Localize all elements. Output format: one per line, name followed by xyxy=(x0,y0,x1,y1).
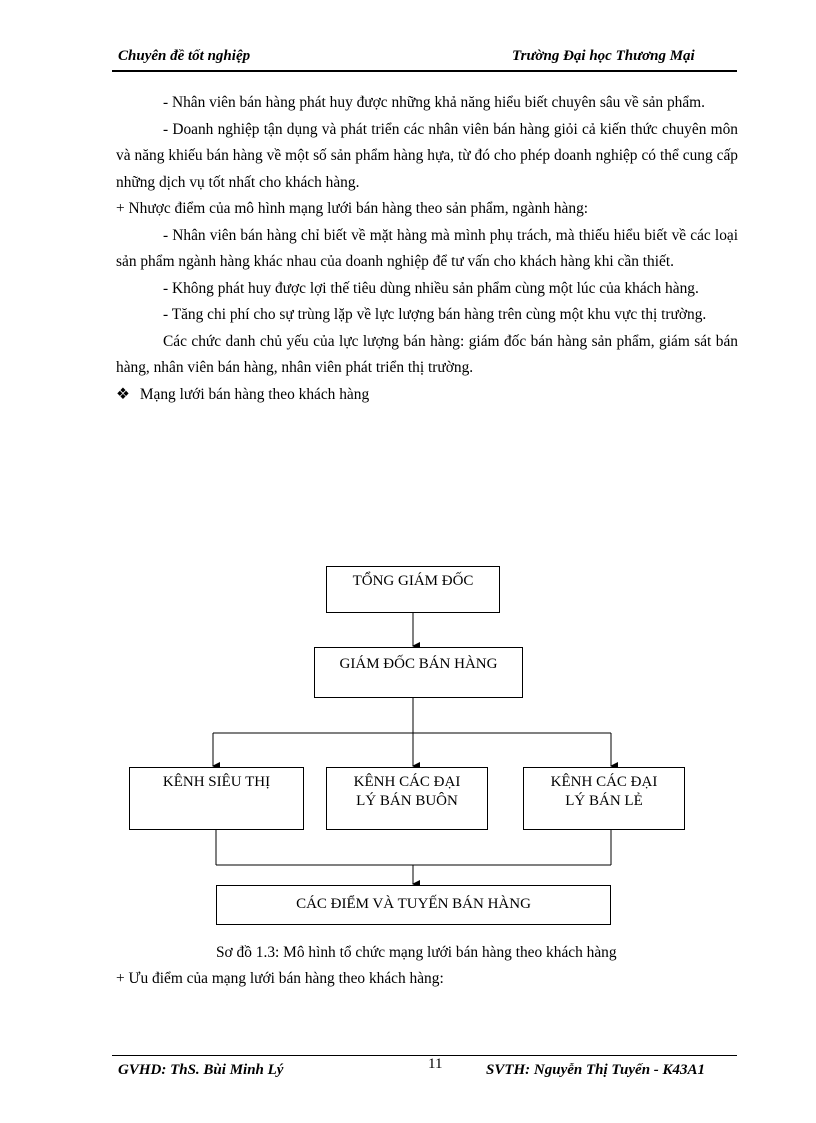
box-label: KÊNH CÁC ĐẠI LÝ BÁN LẺ xyxy=(550,774,658,809)
box-channel-dai-ly-ban-buon xyxy=(326,767,488,830)
diagram-caption: Sơ đồ 1.3: Mô hình tổ chức mạng lưới bán hàng theo khách hàng xyxy=(216,944,617,961)
box-label: TỔNG GIÁM ĐỐC xyxy=(352,573,474,589)
box-giam-doc-ban-hang xyxy=(314,647,523,698)
paragraph: Các chức danh chủ yếu của lực lượng bán hàng: giám đốc bán hàng sản phẩm, giám sát bán hàng, nhân viên bán hàng, nhân viên phát triển thị trường. xyxy=(116,332,738,376)
page-number: 11 xyxy=(428,1056,443,1072)
box-tong-giam-doc xyxy=(326,566,500,613)
footer-rule xyxy=(112,1055,737,1056)
paragraph: - Không phát huy được lợi thế tiêu dùng nhiều sản phẩm cùng một lúc của khách hàng. xyxy=(163,279,699,297)
header-right: Trường Đại học Thương Mại xyxy=(512,48,695,64)
paragraph: - Doanh nghiệp tận dụng và phát triển các nhân viên bán hàng giỏi cả kiến thức chuyên môn và năng khiếu bán hàng về một số sản phẩm hàng hựa, từ đó cho phép doanh nghiệp có thể cung cấp những dịch vụ tốt nhất cho khách hàng. xyxy=(116,120,738,191)
box-channel-sieu-thi xyxy=(129,767,304,830)
paragraph: + Ưu điểm của mạng lưới bán hàng theo khách hàng: xyxy=(116,970,444,987)
paragraph: - Nhân viên bán hàng chỉ biết về mặt hàng mà mình phụ trách, mà thiếu hiểu biết về các loại sản phẩm ngành hàng khác nhau của doanh nghiệp để tư vấn cho khách hàng khi cần thiết. xyxy=(116,226,738,270)
footer-right: SVTH: Nguyễn Thị Tuyến - K43A1 xyxy=(486,1062,706,1078)
box-label: KÊNH CÁC ĐẠI LÝ BÁN BUÔN xyxy=(353,774,461,809)
box-channel-dai-ly-ban-le xyxy=(523,767,685,830)
bullet-text: Mạng lưới bán hàng theo khách hàng xyxy=(139,385,370,403)
box-label: GIÁM ĐỐC BÁN HÀNG xyxy=(339,656,498,672)
footer-left: GVHD: ThS. Bùi Minh Lý xyxy=(118,1062,284,1078)
diamond-bullet-icon: ❖ xyxy=(116,385,130,403)
paragraph: - Nhân viên bán hàng phát huy được những khả năng hiểu biết chuyên sâu về sản phẩm. xyxy=(163,94,705,111)
paragraph: - Tăng chi phí cho sự trùng lặp về lực lượng bán hàng trên cùng một khu vực thị trường. xyxy=(163,306,707,323)
box-label: KÊNH SIÊU THỊ xyxy=(162,774,271,790)
header-left: Chuyên đề tốt nghiệp xyxy=(118,48,251,64)
box-cac-diem-va-tuyen xyxy=(216,885,611,925)
box-label: CÁC ĐIỂM VÀ TUYẾN BÁN HÀNG xyxy=(296,896,531,912)
paragraph: + Nhược điểm của mô hình mạng lưới bán hàng theo sản phẩm, ngành hàng: xyxy=(116,200,589,217)
